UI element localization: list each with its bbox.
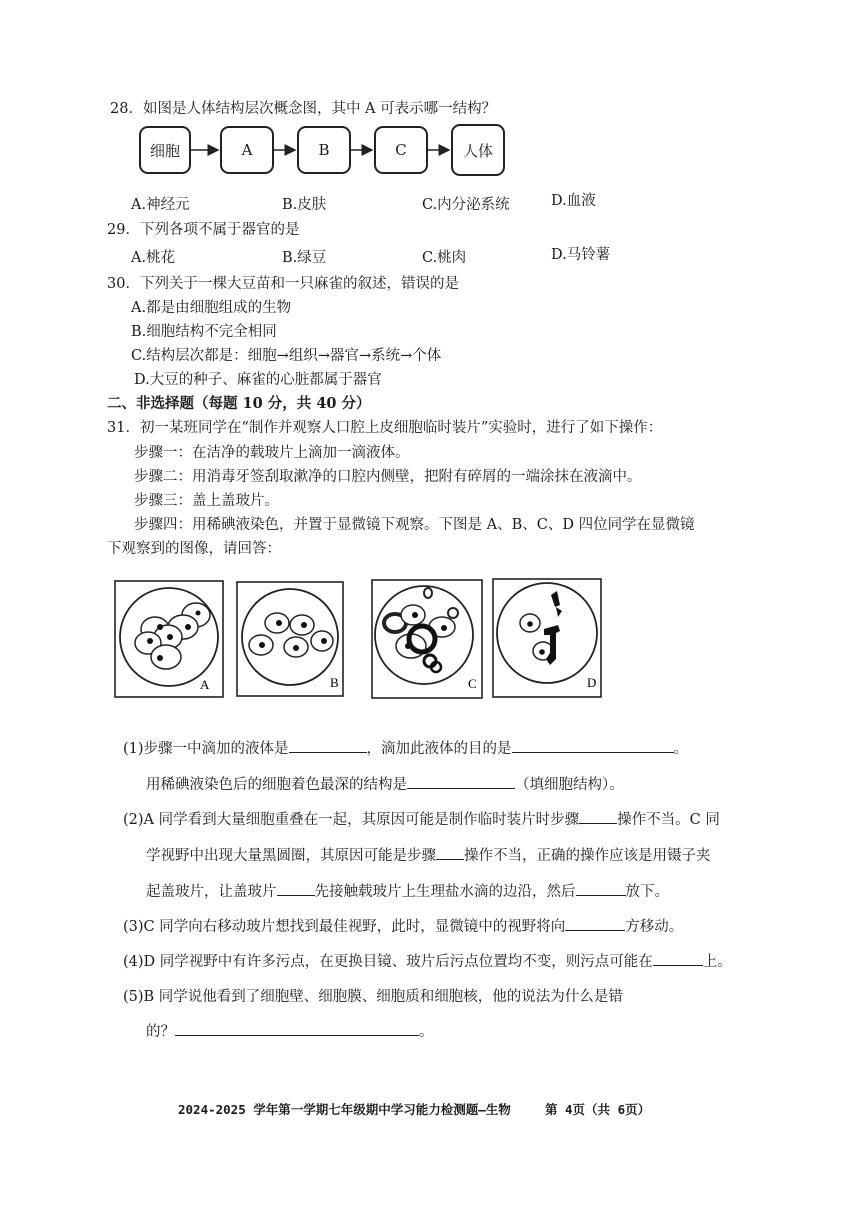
q31-step-3: 步骤三：盖上盖玻片。 — [134, 493, 279, 509]
q30-option-d: D.大豆的种子、麻雀的心脏都属于器官 — [134, 372, 382, 388]
panel-b-label: B — [330, 675, 339, 690]
panel-d — [493, 579, 601, 697]
q29-option-d: D.马铃薯 — [551, 247, 611, 263]
flow-arrows — [0, 0, 860, 200]
panel-c — [372, 580, 482, 698]
q30-option-c: C.结构层次都是：细胞→组织→器官→系统→个体 — [131, 348, 442, 364]
q30-option-b: B.细胞结构不完全相同 — [131, 324, 277, 340]
q29-option-a: A.桃花 — [131, 250, 176, 266]
q29-stem: 29．下列各项不属于器官的是 — [107, 222, 300, 238]
q30-stem: 30．下列关于一棵大豆苗和一只麻雀的叙述，错误的是 — [107, 276, 459, 292]
q30-option-a: A.都是由细胞组成的生物 — [131, 300, 292, 316]
flow-box-b: B — [297, 126, 351, 174]
q31-sub5-line1: (5)B 同学说他看到了细胞壁、细胞膜、细胞质和细胞核，他的说法为什么是错 — [123, 989, 623, 1005]
flow-box-cell: 细胞 — [139, 126, 191, 174]
answer-blank-lower-method[interactable] — [576, 881, 626, 896]
q31-step-4: 步骤四：用稀碘液染色，并置于显微镜下观察。下图是 A、B、C、D 四位同学在显微镜 — [134, 517, 695, 533]
answer-blank-step-a[interactable] — [579, 809, 617, 824]
q31-sub2-line1: (2)A 同学看到大量细胞重叠在一起，其原因可能是制作临时装片时步骤 操作不当。C 同 — [123, 808, 720, 829]
footer-exam-title: 2024-2025 学年第一学期七年级期中学习能力检测题—生物 — [178, 1102, 511, 1117]
q31-sub1-line1: (1)步骤一中滴加的液体是 ，滴加此液体的目的是 。 — [123, 737, 688, 758]
q31-step-2: 步骤二：用消毒牙签刮取漱净的口腔内侧壁，把附有碎屑的一端涂抹在液滴中。 — [134, 469, 642, 485]
panel-d-label: D — [587, 675, 597, 690]
q28-option-b: B.皮肤 — [282, 197, 327, 213]
flow-box-human: 人体 — [451, 124, 505, 176]
footer-page-number: 第 4页（共 6页） — [545, 1102, 651, 1117]
q31-sub1-line2: 用稀碘液染色后的细胞着色最深的结构是 （填细胞结构）。 — [146, 773, 624, 794]
panel-c-label: C — [468, 676, 477, 691]
q29-option-c: C.桃肉 — [422, 250, 467, 266]
q31-sub3: (3)C 同学向右移动玻片想找到最佳视野，此时，显微镜中的视野将向 方移动。 — [123, 915, 683, 936]
q31-sub2-line2: 学视野中出现大量黑圆圈，其原因可能是步骤 操作不当，正确的操作应该是用镊子夹 — [146, 844, 711, 865]
answer-blank-purpose[interactable] — [512, 738, 674, 753]
answer-blank-reason[interactable] — [175, 1021, 419, 1036]
q31-sub2-line3: 起盖玻片，让盖玻片 先接触载玻片上生理盐水滴的边沿，然后 放下。 — [146, 880, 669, 901]
q31-step-4-cont: 下观察到的图像，请回答： — [107, 541, 281, 557]
q28-option-d: D.血液 — [551, 193, 596, 209]
answer-blank-liquid[interactable] — [289, 738, 367, 753]
q28-stem: 28．如图是人体结构层次概念图，其中 A 可表示哪一结构？ — [110, 101, 497, 117]
answer-blank-step-c[interactable] — [436, 845, 464, 860]
answer-blank-stained-structure[interactable] — [407, 774, 515, 789]
q31-sub5-line2: 的？ 。 — [146, 1020, 434, 1041]
section-2-title: 二、非选择题（每题 10 分，共 40 分） — [107, 395, 371, 412]
q31-stem: 31．初一某班同学在“制作并观察人口腔上皮细胞临时装片”实验时，进行了如下操作： — [107, 420, 663, 436]
q28-option-a: A.神经元 — [131, 197, 190, 213]
q31-sub4: (4)D 同学视野中有许多污点，在更换目镜、玻片后污点位置均不变，则污点可能在 上。 — [123, 950, 732, 971]
panel-b — [237, 582, 343, 696]
microscope-views — [110, 575, 630, 705]
panel-a-label: A — [200, 677, 210, 692]
answer-blank-dirt-location[interactable] — [653, 951, 703, 966]
flow-box-a: A — [220, 126, 274, 174]
panel-a — [115, 581, 223, 697]
q29-option-b: B.绿豆 — [282, 250, 327, 266]
flow-box-c: C — [374, 126, 428, 174]
answer-blank-direction[interactable] — [565, 916, 625, 931]
answer-blank-cover-slip-side[interactable] — [277, 881, 315, 896]
q31-step-1: 步骤一：在洁净的载玻片上滴加一滴液体。 — [134, 445, 410, 461]
q28-option-c: C.内分泌系统 — [422, 197, 510, 213]
